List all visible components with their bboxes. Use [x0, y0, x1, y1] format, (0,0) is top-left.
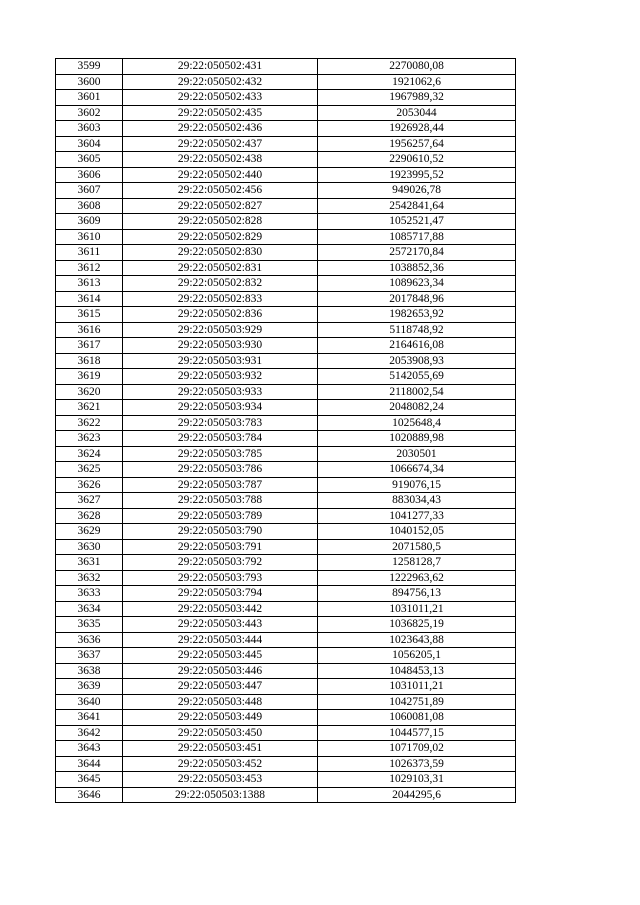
- cadastral-value-cell: 2572170,84: [318, 245, 516, 261]
- cadastral-value-cell: 2030501: [318, 446, 516, 462]
- cadastral-value-cell: 5142055,69: [318, 369, 516, 385]
- table-row: [56, 694, 516, 710]
- cadastral-number-cell: 29:22:050503:785: [123, 446, 318, 462]
- cadastral-number-cell: 29:22:050503:450: [123, 725, 318, 741]
- cadastral-value-cell: 1956257,64: [318, 136, 516, 152]
- row-number-cell: 3633: [56, 586, 123, 602]
- row-number-cell: 3614: [56, 291, 123, 307]
- cadastral-value-cell: 5118748,92: [318, 322, 516, 338]
- cadastral-number-cell: 29:22:050502:832: [123, 276, 318, 292]
- cadastral-value-cell: 1044577,15: [318, 725, 516, 741]
- cadastral-value-cell: 1038852,36: [318, 260, 516, 276]
- row-number-cell: 3627: [56, 493, 123, 509]
- row-number-cell: 3630: [56, 539, 123, 555]
- cadastral-value-cell: 2290610,52: [318, 152, 516, 168]
- row-number-cell: 3625: [56, 462, 123, 478]
- cadastral-value-cell: 1923995,52: [318, 167, 516, 183]
- cadastral-number-cell: 29:22:050503:790: [123, 524, 318, 540]
- table-row: [56, 462, 516, 478]
- cadastral-value-cell: 1023643,88: [318, 632, 516, 648]
- cadastral-number-cell: 29:22:050503:933: [123, 384, 318, 400]
- row-number-cell: 3624: [56, 446, 123, 462]
- row-number-cell: 3601: [56, 90, 123, 106]
- table-row: [56, 415, 516, 431]
- table-row: [56, 648, 516, 664]
- cadastral-number-cell: 29:22:050502:438: [123, 152, 318, 168]
- cadastral-number-cell: 29:22:050503:447: [123, 679, 318, 695]
- row-number-cell: 3643: [56, 741, 123, 757]
- cadastral-value-cell: 1036825,19: [318, 617, 516, 633]
- row-number-cell: 3599: [56, 59, 123, 75]
- row-number-cell: 3645: [56, 772, 123, 788]
- row-number-cell: 3628: [56, 508, 123, 524]
- row-number-cell: 3641: [56, 710, 123, 726]
- cadastral-number-cell: 29:22:050503:448: [123, 694, 318, 710]
- table-row: [56, 632, 516, 648]
- cadastral-number-cell: 29:22:050503:451: [123, 741, 318, 757]
- cadastral-number-cell: 29:22:050503:934: [123, 400, 318, 416]
- table-row: [56, 59, 516, 75]
- cadastral-value-cell: 883034,43: [318, 493, 516, 509]
- cadastral-value-cell: 1066674,34: [318, 462, 516, 478]
- cadastral-value-cell: 2542841,64: [318, 198, 516, 214]
- cadastral-number-cell: 29:22:050502:456: [123, 183, 318, 199]
- cadastral-number-cell: 29:22:050502:831: [123, 260, 318, 276]
- cadastral-number-cell: 29:22:050503:932: [123, 369, 318, 385]
- table-row: [56, 508, 516, 524]
- table-row: [56, 183, 516, 199]
- table-row: [56, 276, 516, 292]
- cadastral-value-cell: 1089623,34: [318, 276, 516, 292]
- table-row: [56, 787, 516, 803]
- table-row: [56, 741, 516, 757]
- cadastral-value-cell: 1020889,98: [318, 431, 516, 447]
- row-number-cell: 3638: [56, 663, 123, 679]
- cadastral-value-table: [55, 58, 516, 803]
- row-number-cell: 3644: [56, 756, 123, 772]
- cadastral-number-cell: 29:22:050502:440: [123, 167, 318, 183]
- table-row: [56, 400, 516, 416]
- cadastral-number-cell: 29:22:050503:788: [123, 493, 318, 509]
- table-row: [56, 229, 516, 245]
- cadastral-number-cell: 29:22:050503:929: [123, 322, 318, 338]
- row-number-cell: 3615: [56, 307, 123, 323]
- table-row: [56, 291, 516, 307]
- table-row: [56, 493, 516, 509]
- cadastral-value-cell: 2053044: [318, 105, 516, 121]
- row-number-cell: 3605: [56, 152, 123, 168]
- cadastral-value-cell: 894756,13: [318, 586, 516, 602]
- table-row: [56, 338, 516, 354]
- table-row: [56, 446, 516, 462]
- row-number-cell: 3609: [56, 214, 123, 230]
- cadastral-number-cell: 29:22:050502:436: [123, 121, 318, 137]
- row-number-cell: 3629: [56, 524, 123, 540]
- cadastral-number-cell: 29:22:050503:784: [123, 431, 318, 447]
- cadastral-value-cell: 1085717,88: [318, 229, 516, 245]
- table-row: [56, 756, 516, 772]
- cadastral-number-cell: 29:22:050503:794: [123, 586, 318, 602]
- cadastral-value-cell: 919076,15: [318, 477, 516, 493]
- cadastral-value-cell: 1048453,13: [318, 663, 516, 679]
- table-row: [56, 136, 516, 152]
- row-number-cell: 3619: [56, 369, 123, 385]
- table-body: [56, 59, 516, 803]
- cadastral-number-cell: 29:22:050502:833: [123, 291, 318, 307]
- row-number-cell: 3617: [56, 338, 123, 354]
- cadastral-value-cell: 1222963,62: [318, 570, 516, 586]
- table-row: [56, 539, 516, 555]
- cadastral-value-cell: 1025648,4: [318, 415, 516, 431]
- row-number-cell: 3607: [56, 183, 123, 199]
- cadastral-number-cell: 29:22:050503:446: [123, 663, 318, 679]
- cadastral-value-cell: 2118002,54: [318, 384, 516, 400]
- row-number-cell: 3642: [56, 725, 123, 741]
- table-row: [56, 617, 516, 633]
- table-row: [56, 353, 516, 369]
- cadastral-number-cell: 29:22:050503:453: [123, 772, 318, 788]
- table-row: [56, 214, 516, 230]
- cadastral-value-cell: 1982653,92: [318, 307, 516, 323]
- cadastral-number-cell: 29:22:050502:829: [123, 229, 318, 245]
- cadastral-value-cell: 1921062,6: [318, 74, 516, 90]
- cadastral-number-cell: 29:22:050502:432: [123, 74, 318, 90]
- row-number-cell: 3612: [56, 260, 123, 276]
- table-row: [56, 369, 516, 385]
- cadastral-number-cell: 29:22:050503:445: [123, 648, 318, 664]
- cadastral-number-cell: 29:22:050502:827: [123, 198, 318, 214]
- cadastral-value-cell: 1026373,59: [318, 756, 516, 772]
- table-row: [56, 524, 516, 540]
- table-row: [56, 586, 516, 602]
- cadastral-number-cell: 29:22:050503:443: [123, 617, 318, 633]
- table-row: [56, 725, 516, 741]
- table-row: [56, 601, 516, 617]
- cadastral-number-cell: 29:22:050503:444: [123, 632, 318, 648]
- cadastral-number-cell: 29:22:050503:930: [123, 338, 318, 354]
- row-number-cell: 3640: [56, 694, 123, 710]
- table-row: [56, 105, 516, 121]
- table-row: [56, 322, 516, 338]
- row-number-cell: 3611: [56, 245, 123, 261]
- row-number-cell: 3621: [56, 400, 123, 416]
- table-row: [56, 198, 516, 214]
- cadastral-value-cell: 2164616,08: [318, 338, 516, 354]
- cadastral-value-cell: 2053908,93: [318, 353, 516, 369]
- cadastral-value-cell: 1926928,44: [318, 121, 516, 137]
- cadastral-value-cell: 1052521,47: [318, 214, 516, 230]
- cadastral-value-cell: 2044295,6: [318, 787, 516, 803]
- cadastral-number-cell: 29:22:050503:452: [123, 756, 318, 772]
- cadastral-number-cell: 29:22:050503:793: [123, 570, 318, 586]
- cadastral-number-cell: 29:22:050503:792: [123, 555, 318, 571]
- cadastral-value-cell: 1029103,31: [318, 772, 516, 788]
- cadastral-number-cell: 29:22:050502:435: [123, 105, 318, 121]
- cadastral-value-cell: 1056205,1: [318, 648, 516, 664]
- row-number-cell: 3604: [56, 136, 123, 152]
- cadastral-value-cell: 2048082,24: [318, 400, 516, 416]
- row-number-cell: 3616: [56, 322, 123, 338]
- table-row: [56, 431, 516, 447]
- cadastral-number-cell: 29:22:050502:437: [123, 136, 318, 152]
- cadastral-value-cell: 1031011,21: [318, 601, 516, 617]
- cadastral-number-cell: 29:22:050502:433: [123, 90, 318, 106]
- row-number-cell: 3613: [56, 276, 123, 292]
- table-row: [56, 679, 516, 695]
- table-row: [56, 384, 516, 400]
- table-row: [56, 663, 516, 679]
- row-number-cell: 3623: [56, 431, 123, 447]
- table-row: [56, 307, 516, 323]
- table-row: [56, 710, 516, 726]
- cadastral-number-cell: 29:22:050503:449: [123, 710, 318, 726]
- cadastral-value-cell: 1041277,33: [318, 508, 516, 524]
- cadastral-value-cell: 1042751,89: [318, 694, 516, 710]
- cadastral-number-cell: 29:22:050503:783: [123, 415, 318, 431]
- cadastral-value-cell: 1071709,02: [318, 741, 516, 757]
- cadastral-number-cell: 29:22:050502:828: [123, 214, 318, 230]
- row-number-cell: 3608: [56, 198, 123, 214]
- row-number-cell: 3637: [56, 648, 123, 664]
- table-row: [56, 167, 516, 183]
- cadastral-value-cell: 2270080,08: [318, 59, 516, 75]
- row-number-cell: 3646: [56, 787, 123, 803]
- table-row: [56, 772, 516, 788]
- row-number-cell: 3610: [56, 229, 123, 245]
- cadastral-value-cell: 1967989,32: [318, 90, 516, 106]
- cadastral-number-cell: 29:22:050502:830: [123, 245, 318, 261]
- row-number-cell: 3606: [56, 167, 123, 183]
- cadastral-value-cell: 1060081,08: [318, 710, 516, 726]
- table-row: [56, 260, 516, 276]
- table-row: [56, 477, 516, 493]
- table-row: [56, 152, 516, 168]
- cadastral-number-cell: 29:22:050503:787: [123, 477, 318, 493]
- table-row: [56, 90, 516, 106]
- row-number-cell: 3602: [56, 105, 123, 121]
- row-number-cell: 3618: [56, 353, 123, 369]
- cadastral-value-cell: 1258128,7: [318, 555, 516, 571]
- row-number-cell: 3600: [56, 74, 123, 90]
- cadastral-number-cell: 29:22:050503:931: [123, 353, 318, 369]
- table-row: [56, 245, 516, 261]
- row-number-cell: 3603: [56, 121, 123, 137]
- row-number-cell: 3632: [56, 570, 123, 586]
- row-number-cell: 3620: [56, 384, 123, 400]
- cadastral-value-cell: 1040152,05: [318, 524, 516, 540]
- cadastral-value-cell: 2017848,96: [318, 291, 516, 307]
- row-number-cell: 3634: [56, 601, 123, 617]
- cadastral-value-cell: 2071580,5: [318, 539, 516, 555]
- row-number-cell: 3635: [56, 617, 123, 633]
- cadastral-number-cell: 29:22:050503:789: [123, 508, 318, 524]
- cadastral-number-cell: 29:22:050503:1388: [123, 787, 318, 803]
- row-number-cell: 3639: [56, 679, 123, 695]
- cadastral-number-cell: 29:22:050502:431: [123, 59, 318, 75]
- row-number-cell: 3626: [56, 477, 123, 493]
- row-number-cell: 3622: [56, 415, 123, 431]
- cadastral-number-cell: 29:22:050503:791: [123, 539, 318, 555]
- cadastral-value-cell: 1031011,21: [318, 679, 516, 695]
- cadastral-number-cell: 29:22:050503:786: [123, 462, 318, 478]
- row-number-cell: 3631: [56, 555, 123, 571]
- table-row: [56, 570, 516, 586]
- table-row: [56, 121, 516, 137]
- row-number-cell: 3636: [56, 632, 123, 648]
- cadastral-value-cell: 949026,78: [318, 183, 516, 199]
- table-row: [56, 74, 516, 90]
- cadastral-number-cell: 29:22:050502:836: [123, 307, 318, 323]
- cadastral-number-cell: 29:22:050503:442: [123, 601, 318, 617]
- table-row: [56, 555, 516, 571]
